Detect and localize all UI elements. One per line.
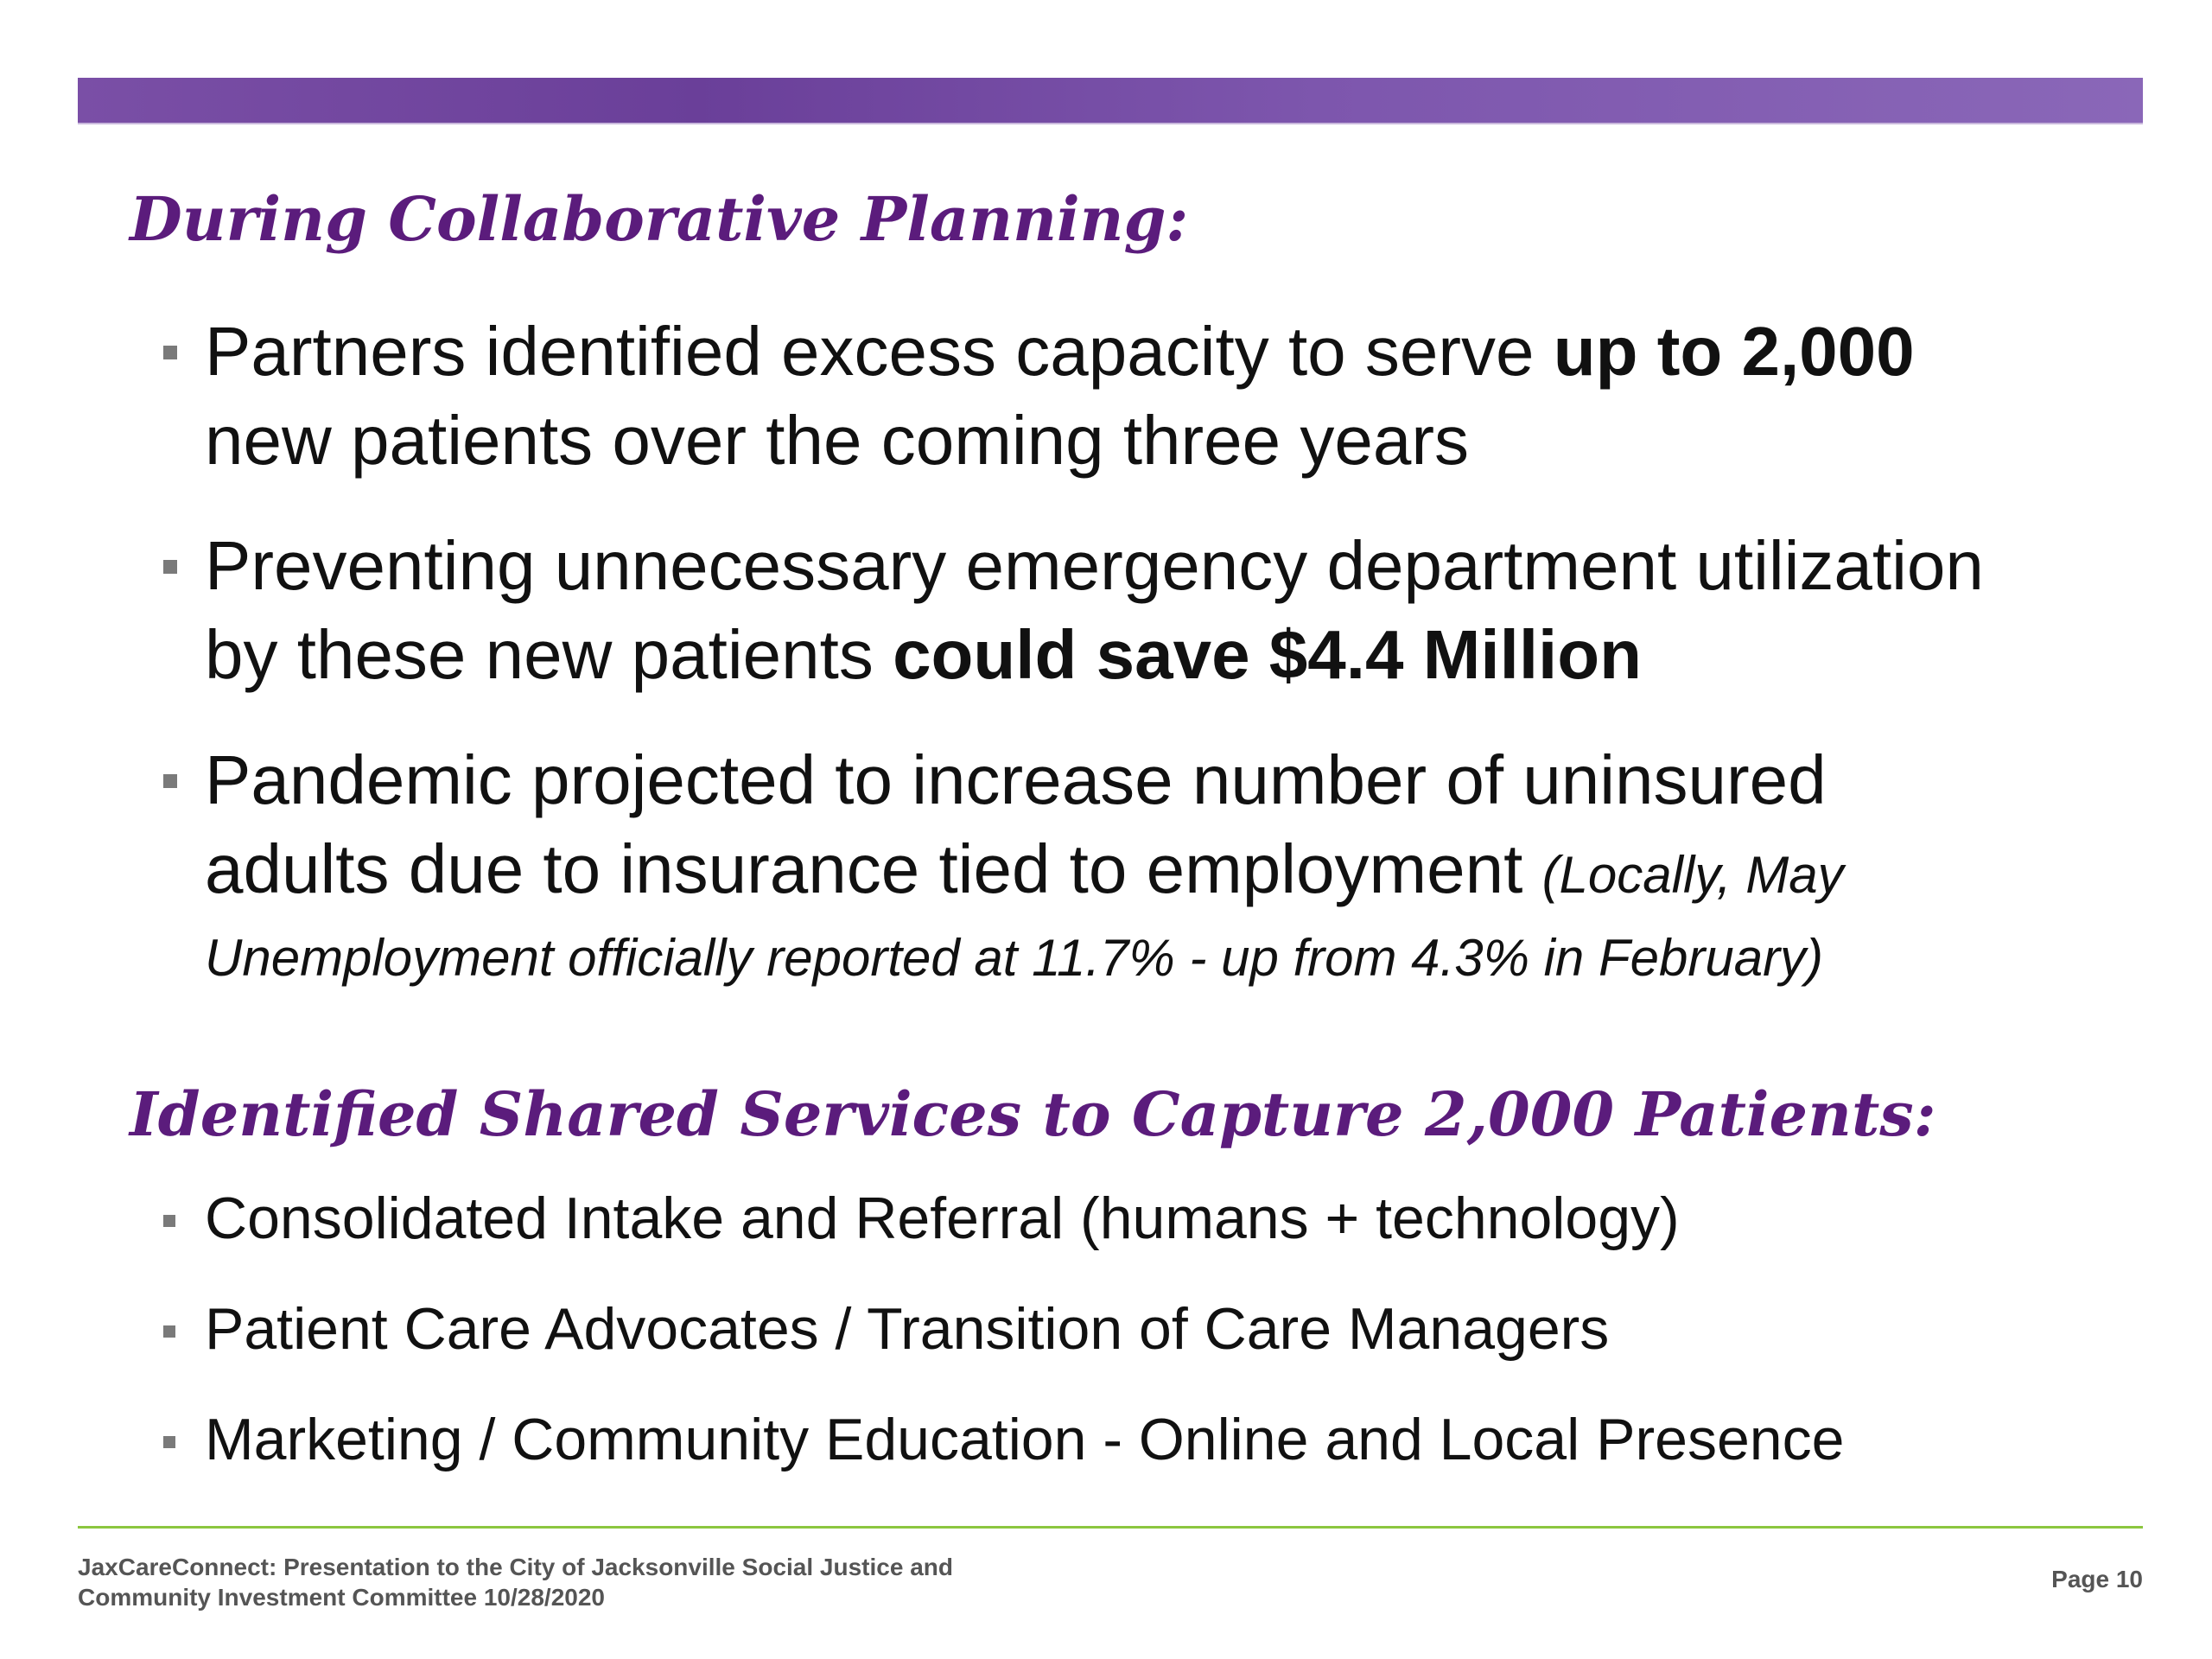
footer-line: JaxCareConnect: Presentation to the City of Jacksonville Social Justice and: [78, 1554, 953, 1580]
shared-services-bullet-list: [160, 1184, 2147, 1516]
planning-bullet-list: [160, 307, 2147, 1033]
square-bullet-icon: [163, 774, 177, 788]
bullet-emphasis: could save $4.4 Million: [893, 616, 1643, 693]
bullet-text: Patient Care Advocates / Transition of Care Managers: [205, 1296, 1610, 1362]
square-bullet-icon: [163, 1215, 175, 1227]
header-band: [78, 78, 2143, 123]
footer-divider: [78, 1526, 2143, 1529]
bullet-text: Consolidated Intake and Referral (humans + technology): [205, 1185, 1680, 1251]
list-item: [160, 1184, 2147, 1253]
list-item: [160, 1294, 2147, 1363]
list-item: [160, 307, 2147, 485]
bullet-text: by these new patients: [205, 616, 893, 693]
bullet-line: new patients over the coming three years: [205, 402, 1470, 479]
square-bullet-icon: [163, 1325, 175, 1338]
bullet-line: [205, 307, 2147, 396]
list-item: [160, 521, 2147, 699]
square-bullet-icon: [163, 346, 177, 359]
section-heading-shared-services: Identified Shared Services to Capture 2,000 Patients:: [130, 1078, 1936, 1150]
bullet-note-line: Unemployment officially reported at 11.7% - up from 4.3% in February): [205, 929, 1824, 987]
page-number: Page 10: [2051, 1566, 2143, 1592]
footer-caption: [78, 1552, 1201, 1612]
bullet-text: Partners identified excess capacity to serve: [205, 313, 1554, 390]
bullet-line: [205, 610, 2147, 699]
list-item: [160, 1405, 2147, 1474]
square-bullet-icon: [163, 560, 177, 574]
bullet-line: Preventing unnecessary emergency department utilization: [205, 527, 1984, 604]
square-bullet-icon: [163, 1436, 175, 1448]
list-item: [160, 735, 2147, 997]
footer-line: Community Investment Committee 10/28/2020: [78, 1584, 605, 1611]
bullet-line: Pandemic projected to increase number of uninsured: [205, 741, 1827, 818]
section-heading-planning: During Collaborative Planning:: [130, 183, 1189, 255]
bullet-text: adults due to insurance tied to employment: [205, 830, 1542, 907]
bullet-emphasis: up to 2,000: [1553, 313, 1915, 390]
bullet-line: [205, 824, 2147, 919]
bullet-text: Marketing / Community Education - Online and Local Presence: [205, 1407, 1845, 1472]
bullet-note: (Locally, May: [1541, 846, 1844, 904]
